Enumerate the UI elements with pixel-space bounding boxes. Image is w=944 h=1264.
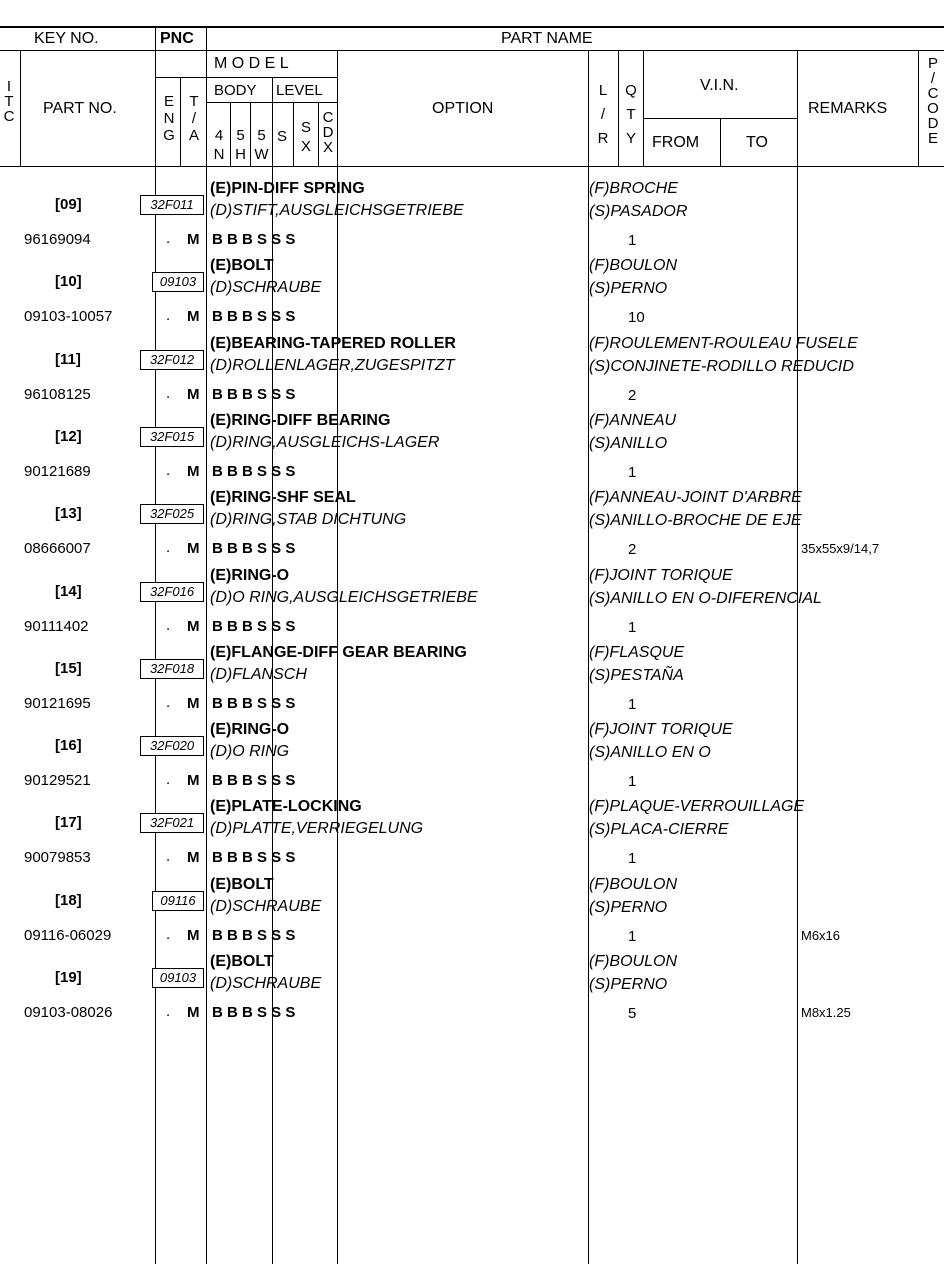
header-remarks: REMARKS xyxy=(808,100,888,117)
model-codes: B B B S S S xyxy=(212,1004,296,1021)
part-name-sp: (S)CONJINETE-RODILLO REDUCID xyxy=(589,358,854,375)
part-name-fr: (F)BOULON xyxy=(589,257,677,274)
header-pnc: PNC xyxy=(160,30,194,47)
header-part-no: PART NO. xyxy=(43,100,117,117)
itc-dot: . xyxy=(166,848,171,865)
ta-code: M xyxy=(187,772,200,789)
part-number: 90129521 xyxy=(24,772,91,789)
part-name-en: (E)PIN-DIFF SPRING xyxy=(210,180,365,197)
part-name-de: (D)FLANSCH xyxy=(210,666,307,683)
part-name-de: (D)SCHRAUBE xyxy=(210,975,322,992)
part-name-sp: (S)ANILLO EN O-DIFERENCIAL xyxy=(589,590,822,607)
ta-code: M xyxy=(187,540,200,557)
model-codes: B B B S S S xyxy=(212,927,296,944)
model-codes: B B B S S S xyxy=(212,849,296,866)
part-name-de: (D)SCHRAUBE xyxy=(210,279,322,296)
part-name-en: (E)RING-SHF SEAL xyxy=(210,489,356,506)
ta-code: M xyxy=(187,927,200,944)
header-body-5h: 5 H xyxy=(235,127,246,163)
itc-dot: . xyxy=(166,1003,171,1020)
part-number: 96108125 xyxy=(24,386,91,403)
header-level-sx: S X xyxy=(300,119,311,155)
quantity: 10 xyxy=(628,309,645,326)
part-name-de: (D)O RING,AUSGLEICHSGETRIEBE xyxy=(210,589,478,606)
key-no: [15] xyxy=(55,660,82,677)
model-codes: B B B S S S xyxy=(212,618,296,635)
remarks: M8x1.25 xyxy=(801,1005,851,1020)
part-number: 90121689 xyxy=(24,463,91,480)
header-body-4n: 4 N xyxy=(213,127,225,163)
header-body-5w: 5 W xyxy=(254,127,269,163)
model-codes: B B B S S S xyxy=(212,540,296,557)
model-codes: B B B S S S xyxy=(212,463,296,480)
part-name-de: (D)O RING xyxy=(210,743,290,760)
ta-code: M xyxy=(187,231,200,248)
key-no: [19] xyxy=(55,969,82,986)
quantity: 1 xyxy=(628,619,637,636)
part-name-de: (D)RING,STAB DICHTUNG xyxy=(210,511,407,528)
part-name-sp: (S)PERNO xyxy=(589,899,668,916)
key-no: [16] xyxy=(55,737,82,754)
part-name-fr: (F)FLASQUE xyxy=(589,644,685,661)
key-no: [17] xyxy=(55,814,82,831)
quantity: 1 xyxy=(628,232,637,249)
pnc-code: 32F016 xyxy=(140,582,204,602)
part-name-en: (E)RING-O xyxy=(210,721,290,738)
header-lr: L / R xyxy=(597,82,609,147)
key-no: [09] xyxy=(55,196,82,213)
part-name-sp: (S)PASADOR xyxy=(589,203,688,220)
pnc-code: 32F015 xyxy=(140,427,204,447)
col-line-pcode xyxy=(918,50,919,166)
pnc-code: 32F025 xyxy=(140,504,204,524)
part-name-fr: (F)BOULON xyxy=(589,953,677,970)
ta-code: M xyxy=(187,1004,200,1021)
pnc-code: 32F012 xyxy=(140,350,204,370)
header-option: OPTION xyxy=(432,100,494,117)
part-name-sp: (S)ANILLO EN O xyxy=(589,744,711,761)
model-codes: B B B S S S xyxy=(212,308,296,325)
header-rule-1 xyxy=(0,50,944,51)
remarks: 35x55x9/14,7 xyxy=(801,541,880,556)
header-level-s: S xyxy=(277,128,288,145)
quantity: 1 xyxy=(628,928,637,945)
part-name-sp: (S)ANILLO-BROCHE DE EJE xyxy=(589,512,802,529)
ta-code: M xyxy=(187,308,200,325)
part-number: 09103-08026 xyxy=(24,1004,113,1021)
key-no: [18] xyxy=(55,892,82,909)
header-vin: V.I.N. xyxy=(700,77,739,94)
header-itc: I T C xyxy=(3,78,15,125)
part-name-de: (D)ROLLENLAGER,ZUGESPITZT xyxy=(210,357,455,374)
itc-dot: . xyxy=(166,617,171,634)
part-name-fr: (F)BOULON xyxy=(589,876,677,893)
part-name-en: (E)BOLT xyxy=(210,953,274,970)
itc-dot: . xyxy=(166,462,171,479)
header-model: M O D E L xyxy=(214,55,289,72)
part-name-sp: (S)PESTAÑA xyxy=(589,667,684,684)
part-number: 96169094 xyxy=(24,231,91,248)
header-rule-bottom xyxy=(0,166,944,167)
itc-dot: . xyxy=(166,307,171,324)
header-level: LEVEL xyxy=(276,82,323,99)
model-codes: B B B S S S xyxy=(212,386,296,403)
part-name-en: (E)RING-O xyxy=(210,567,290,584)
itc-dot: . xyxy=(166,694,171,711)
ta-code: M xyxy=(187,463,200,480)
header-rule-model xyxy=(155,77,337,78)
key-no: [13] xyxy=(55,505,82,522)
pnc-code: 09103 xyxy=(152,968,204,988)
ta-code: M xyxy=(187,386,200,403)
part-name-en: (E)PLATE-LOCKING xyxy=(210,798,362,815)
part-name-fr: (F)ROULEMENT-ROULEAU FUSELE xyxy=(589,335,858,352)
quantity: 1 xyxy=(628,850,637,867)
part-name-en: (E)FLANGE-DIFF GEAR BEARING xyxy=(210,644,467,661)
part-name-en: (E)BEARING-TAPERED ROLLER xyxy=(210,335,456,352)
part-name-de: (D)STIFT,AUSGLEICHSGETRIEBE xyxy=(210,202,464,219)
itc-dot: . xyxy=(166,771,171,788)
part-number: 90121695 xyxy=(24,695,91,712)
part-name-en: (E)RING-DIFF BEARING xyxy=(210,412,391,429)
part-number: 08666007 xyxy=(24,540,91,557)
part-name-fr: (F)JOINT TORIQUE xyxy=(589,567,733,584)
col-line-vin xyxy=(643,50,644,166)
top-rule xyxy=(0,26,944,28)
part-name-sp: (S)ANILLO xyxy=(589,435,668,452)
ta-code: M xyxy=(187,849,200,866)
part-name-fr: (F)BROCHE xyxy=(589,180,678,197)
remarks: M6x16 xyxy=(801,928,841,943)
header-key-no: KEY NO. xyxy=(34,30,99,47)
quantity: 5 xyxy=(628,1005,637,1022)
pnc-code: 32F018 xyxy=(140,659,204,679)
key-no: [10] xyxy=(55,273,82,290)
header-to: TO xyxy=(746,134,768,151)
part-name-sp: (S)PLACA-CIERRE xyxy=(589,821,729,838)
key-no: [11] xyxy=(55,351,81,368)
part-number: 09116-06029 xyxy=(24,927,112,944)
part-name-fr: (F)ANNEAU-JOINT D'ARBRE xyxy=(589,489,802,506)
part-name-de: (D)PLATTE,VERRIEGELUNG xyxy=(210,820,424,837)
key-no: [12] xyxy=(55,428,82,445)
itc-dot: . xyxy=(166,539,171,556)
col-line-remarks xyxy=(797,50,798,1264)
itc-dot: . xyxy=(166,385,171,402)
model-codes: B B B S S S xyxy=(212,772,296,789)
part-name-fr: (F)PLAQUE-VERROUILLAGE xyxy=(589,798,805,815)
part-name-en: (E)BOLT xyxy=(210,876,274,893)
itc-dot: . xyxy=(166,230,171,247)
pnc-code: 32F021 xyxy=(140,813,204,833)
part-name-en: (E)BOLT xyxy=(210,257,274,274)
part-name-de: (D)SCHRAUBE xyxy=(210,898,322,915)
part-name-sp: (S)PERNO xyxy=(589,280,668,297)
col-line-partname xyxy=(206,26,207,1264)
header-part-name: PART NAME xyxy=(501,30,593,47)
ta-code: M xyxy=(187,618,200,635)
quantity: 2 xyxy=(628,387,637,404)
part-name-fr: (F)JOINT TORIQUE xyxy=(589,721,733,738)
key-no: [14] xyxy=(55,583,82,600)
col-line-qty xyxy=(618,50,619,166)
col-line-itc xyxy=(20,50,21,166)
header-from: FROM xyxy=(652,134,700,151)
quantity: 1 xyxy=(628,773,637,790)
part-name-sp: (S)PERNO xyxy=(589,976,668,993)
part-name-de: (D)RING,AUSGLEICHS-LAGER xyxy=(210,434,440,451)
part-number: 90079853 xyxy=(24,849,91,866)
model-codes: B B B S S S xyxy=(212,695,296,712)
header-level-cdx: C D X xyxy=(322,109,334,156)
part-name-fr: (F)ANNEAU xyxy=(589,412,677,429)
quantity: 2 xyxy=(628,541,637,558)
part-number: 90111402 xyxy=(24,618,89,635)
header-pcode: P / C O D E xyxy=(927,55,939,147)
itc-dot: . xyxy=(166,926,171,943)
pnc-code: 09103 xyxy=(152,272,204,292)
quantity: 1 xyxy=(628,464,637,481)
col-line-to xyxy=(720,118,721,166)
quantity: 1 xyxy=(628,696,637,713)
part-number: 09103-10057 xyxy=(24,308,113,325)
col-line-eng xyxy=(180,77,181,166)
header-eng: E N G xyxy=(163,93,175,144)
col-line-level2 xyxy=(293,102,294,166)
pnc-code: 32F020 xyxy=(140,736,204,756)
header-ta: T / A xyxy=(188,93,199,144)
pnc-code: 32F011 xyxy=(140,195,204,215)
model-codes: B B B S S S xyxy=(212,231,296,248)
pnc-code: 09116 xyxy=(152,891,204,911)
header-qty: Q T Y xyxy=(625,82,637,147)
ta-code: M xyxy=(187,695,200,712)
header-body: BODY xyxy=(214,82,257,99)
